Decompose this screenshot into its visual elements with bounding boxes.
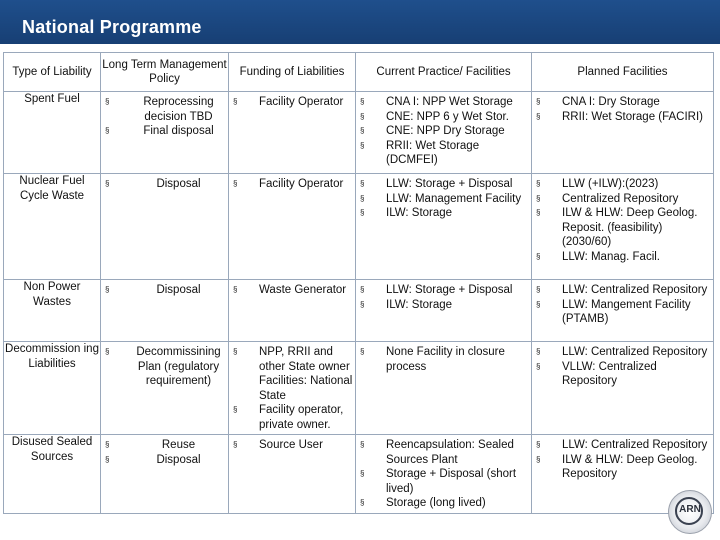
title-bar <box>0 0 720 44</box>
item-text: CNE: NPP 6 y Wet Stor. <box>386 110 509 123</box>
list-item <box>229 438 353 453</box>
list-item <box>356 95 529 110</box>
bullet-icon: § <box>360 126 365 135</box>
page-title: National Programme <box>22 17 202 37</box>
item-text: Facility Operator <box>259 96 344 108</box>
bullet-icon: § <box>233 347 238 356</box>
row-type-label: Non Power Wastes <box>4 280 101 342</box>
cell-planned <box>532 342 714 435</box>
bullet-list <box>229 435 355 455</box>
bullet-icon: § <box>105 126 110 135</box>
item-text: LLW: Storage + Disposal <box>386 178 513 190</box>
bullet-icon: § <box>105 440 110 449</box>
cell-planned <box>532 92 714 174</box>
bullet-icon: § <box>105 97 110 106</box>
list-item <box>532 453 711 482</box>
bullet-icon: § <box>536 440 541 449</box>
bullet-list <box>356 280 531 314</box>
item-text: RRII: Wet Storage (FACIRI) <box>562 110 704 123</box>
item-text: Reuse <box>161 439 196 451</box>
bullet-icon: § <box>105 285 110 294</box>
bullet-icon: § <box>360 208 365 217</box>
row-type-label: Decommission ing Liabilities <box>4 342 101 435</box>
table-row <box>4 92 714 174</box>
list-item <box>532 192 711 207</box>
bullet-list <box>101 174 228 194</box>
cell-funding <box>229 435 356 514</box>
cell-policy <box>101 342 229 435</box>
bullet-icon: § <box>536 97 541 106</box>
header-current: Current Practice/ Facilities <box>356 53 532 92</box>
cell-current <box>356 280 532 342</box>
table-row <box>4 280 714 342</box>
bullet-list <box>356 342 531 376</box>
item-text: CNA I: NPP Wet Storage <box>386 96 513 108</box>
row-type-label: Disused Sealed Sources <box>4 435 101 514</box>
list-item <box>229 177 353 192</box>
item-text: VLLW: Centralized Repository <box>562 360 657 387</box>
bullet-list <box>532 280 713 329</box>
item-text: NPP, RRII and other State owner Facilities: National State <box>259 346 353 402</box>
cell-policy <box>101 280 229 342</box>
bullet-icon: § <box>360 469 365 478</box>
list-item <box>356 206 529 221</box>
bullet-list <box>101 92 228 141</box>
bullet-list <box>101 280 228 300</box>
cell-current <box>356 92 532 174</box>
list-item <box>532 177 711 192</box>
bullet-icon: § <box>536 193 541 203</box>
list-item <box>356 496 529 511</box>
bullet-list <box>532 92 713 126</box>
bullet-icon: § <box>536 454 541 464</box>
cell-funding <box>229 92 356 174</box>
bullet-list <box>356 92 531 170</box>
list-item <box>101 283 226 298</box>
item-text: LLW: Centralized Repository <box>562 439 708 451</box>
arn-logo <box>668 490 712 534</box>
list-item <box>229 403 353 432</box>
item-text: Reencapsulation: Sealed Sources Plant <box>386 439 514 466</box>
list-item <box>101 95 226 124</box>
item-text: Decommissining Plan (regulatory requirement) <box>136 346 221 387</box>
cell-policy <box>101 435 229 514</box>
cell-policy <box>101 92 229 174</box>
list-item <box>356 124 529 139</box>
list-item <box>101 453 226 468</box>
cell-planned <box>532 280 714 342</box>
item-text: Waste Generator <box>259 284 347 296</box>
bullet-icon: § <box>360 140 365 150</box>
cell-current <box>356 435 532 514</box>
item-text: None Facility in closure process <box>386 346 505 373</box>
bullet-icon: § <box>536 208 541 217</box>
list-item <box>229 345 353 403</box>
bullet-list <box>229 174 355 194</box>
cell-funding <box>229 342 356 435</box>
list-item <box>532 298 711 327</box>
header-planned: Planned Facilities <box>532 53 714 92</box>
bullet-icon: § <box>360 193 365 203</box>
bullet-icon: § <box>360 299 365 309</box>
bullet-icon: § <box>536 361 541 371</box>
bullet-icon: § <box>233 405 238 414</box>
table-row <box>4 435 714 514</box>
bullet-icon: § <box>360 179 365 188</box>
bullet-icon: § <box>360 285 365 294</box>
bullet-list <box>229 92 355 112</box>
bullet-list <box>229 280 355 300</box>
item-text: CNE: NPP Dry Storage <box>386 125 505 137</box>
list-item <box>532 110 711 125</box>
bullet-icon: § <box>360 97 365 106</box>
bullet-list <box>101 435 228 469</box>
item-text: Storage (long lived) <box>386 497 486 509</box>
cell-funding <box>229 280 356 342</box>
bullet-icon: § <box>105 454 110 464</box>
bullet-icon: § <box>233 440 238 449</box>
list-item <box>532 250 711 265</box>
list-item <box>532 438 711 453</box>
table-row <box>4 342 714 435</box>
item-text: Disposal <box>156 453 201 466</box>
bullet-icon: § <box>105 179 110 188</box>
cell-current <box>356 342 532 435</box>
list-item <box>356 192 529 207</box>
list-item <box>101 438 226 453</box>
list-item <box>356 298 529 313</box>
row-type-label: Spent Fuel <box>4 92 101 174</box>
item-text: RRII: Wet Storage (DCMFEI) <box>386 139 480 166</box>
list-item <box>101 345 226 389</box>
bullet-icon: § <box>536 179 541 188</box>
header-type: Type of Liability <box>4 53 101 92</box>
bullet-icon: § <box>233 179 238 188</box>
bullet-icon: § <box>536 251 541 261</box>
item-text: Disposal <box>156 284 201 296</box>
item-text: LLW (+ILW):(2023) <box>562 178 659 190</box>
cell-policy <box>101 174 229 280</box>
item-text: Source User <box>259 439 323 451</box>
list-item <box>532 360 711 389</box>
item-text: LLW: Centralized Repository <box>562 346 708 358</box>
row-type-label: Nuclear Fuel Cycle Waste <box>4 174 101 280</box>
header-funding: Funding of Liabilities <box>229 53 356 92</box>
item-text: Final disposal <box>143 125 214 137</box>
list-item <box>532 206 711 250</box>
bullet-list <box>532 435 713 484</box>
item-text: CNA I: Dry Storage <box>562 96 660 108</box>
header-row <box>4 53 714 92</box>
list-item <box>356 139 529 168</box>
liabilities-table <box>3 52 714 514</box>
item-text: LLW: Storage + Disposal <box>386 284 513 296</box>
list-item <box>356 177 529 192</box>
bullet-list <box>532 174 713 266</box>
bullet-icon: § <box>360 440 365 449</box>
list-item <box>356 438 529 467</box>
item-text: Facility Operator <box>259 178 344 190</box>
item-text: LLW: Mangement Facility (PTAMB) <box>562 298 691 325</box>
item-text: Centralized Repository <box>562 192 679 205</box>
list-item <box>356 467 529 496</box>
bullet-icon: § <box>233 285 238 294</box>
bullet-icon: § <box>536 299 541 309</box>
item-text: Disposal <box>156 178 201 190</box>
bullet-icon: § <box>536 285 541 294</box>
item-text: ILW & HLW: Deep Geolog. Repository <box>562 453 698 480</box>
list-item <box>532 345 711 360</box>
bullet-icon: § <box>536 347 541 356</box>
list-item <box>356 110 529 125</box>
item-text: ILW: Storage <box>386 298 453 311</box>
bullet-icon: § <box>233 97 238 106</box>
bullet-icon: § <box>105 347 110 356</box>
list-item <box>229 283 353 298</box>
bullet-list <box>101 342 228 391</box>
item-text: LLW: Manag. Facil. <box>562 250 661 263</box>
item-text: ILW & HLW: Deep Geolog. Reposit. (feasibility)(2030/60) <box>562 207 698 248</box>
bullet-list <box>356 435 531 513</box>
cell-planned <box>532 174 714 280</box>
bullet-list <box>532 342 713 391</box>
list-item <box>101 177 226 192</box>
cell-funding <box>229 174 356 280</box>
header-policy: Long Term Management Policy <box>101 53 229 92</box>
table-row <box>4 174 714 280</box>
list-item <box>101 124 226 139</box>
item-text: Reprocessing decision TBD <box>143 96 214 123</box>
logo-text: ARN <box>679 504 701 515</box>
cell-current <box>356 174 532 280</box>
list-item <box>532 283 711 298</box>
bullet-icon: § <box>360 498 365 507</box>
bullet-icon: § <box>360 111 365 121</box>
item-text: LLW: Management Facility <box>386 192 522 205</box>
bullet-icon: § <box>360 347 365 356</box>
list-item <box>356 283 529 298</box>
item-text: LLW: Centralized Repository <box>562 284 708 296</box>
item-text: ILW: Storage <box>386 207 453 219</box>
list-item <box>532 95 711 110</box>
item-text: Storage + Disposal (short lived) <box>386 468 517 495</box>
list-item <box>356 345 529 374</box>
bullet-list <box>356 174 531 223</box>
bullet-icon: § <box>536 111 541 121</box>
item-text: Facility operator, private owner. <box>259 404 344 431</box>
list-item <box>229 95 353 110</box>
bullet-list <box>229 342 355 434</box>
